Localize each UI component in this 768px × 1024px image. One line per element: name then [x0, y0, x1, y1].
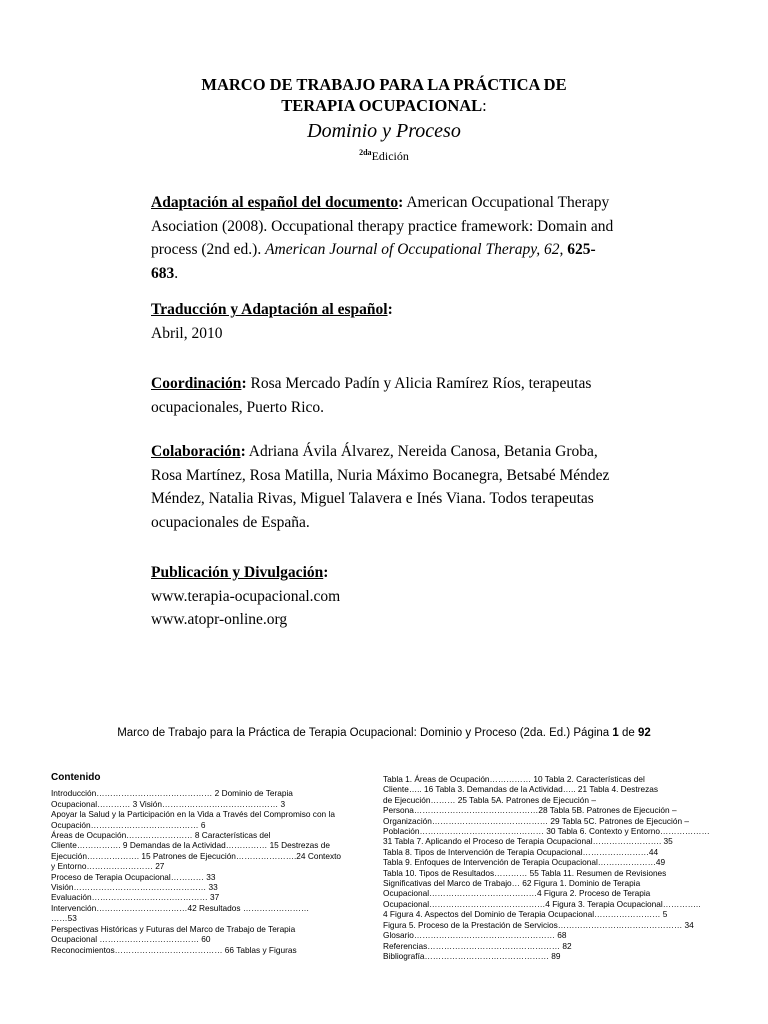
adaptation-label: Adaptación al español del documento [151, 194, 399, 211]
adaptation-text: American Occupational Therapy Asociation (2008). Occupational therapy practice framework: Domain and process (2nd ed.). [151, 194, 614, 258]
toc-entry[interactable]: Ocupacional……………………………………4 Figura 3. Terapia Ocupacional………….. [383, 898, 701, 909]
footer-page-number: 1 [612, 727, 619, 739]
toc-entry[interactable]: de Ejecución……… 25 Tabla 5A. Patrones de Ejecución – [383, 794, 596, 805]
toc-entry[interactable]: Significativas del Marco de Trabajo… 62 Figura 1. Dominio de Terapia [383, 878, 641, 889]
page-footer [0, 727, 768, 739]
collaboration-text: Adriana Ávila Álvarez, Nereida Canosa, Betania Groba, Rosa Martínez, Rosa Matilla, Nuria Máximo Bocanegra, Betsabé Méndez Méndez, Natalia Rivas, Miguel Talavera e Inés Viana. Todos terapeutas ocupacionales de España. [151, 443, 610, 531]
publication-url-1[interactable]: www.terapia-ocupacional.com [151, 587, 341, 605]
document-subtitle: Dominio y Proceso [307, 120, 461, 142]
toc-entry[interactable]: Organización…………………………………… 29 Tabla 5C. Patrones de Ejecución – [383, 815, 690, 826]
toc-entry[interactable]: Introducción…………………………………… 2 Dominio de Terapia [51, 788, 293, 799]
toc-entry[interactable]: Figura 5. Proceso de la Prestación de Servicios……………………………………… 34 [383, 919, 694, 930]
coordination-label: Coordinación [151, 375, 242, 392]
toc-entry[interactable]: Tabla 8. Tipos de Intervención de Terapia Ocupacional……………………44 [383, 846, 659, 857]
toc-entry[interactable]: Intervención……………………………42 Resultados …………………… [51, 902, 310, 913]
publication-label: Publicación y Divulgación [151, 564, 324, 581]
publication-section [151, 561, 621, 632]
toc-entry[interactable]: Proceso de Terapia Ocupacional………… 33 [51, 871, 216, 882]
collaboration-paragraph [151, 440, 621, 534]
edition-text: Edición [371, 149, 409, 163]
publication-heading [151, 561, 621, 585]
publication-url-2[interactable]: www.atopr-online.org [151, 611, 288, 628]
adaptation-paragraph [151, 191, 621, 285]
table-of-contents-right [383, 774, 716, 961]
toc-entry[interactable]: Población……………………………………… 30 Tabla 6. Contexto y Entorno……………… [383, 826, 710, 837]
toc-entry[interactable]: Tabla 10. Tipos de Resultados………… 55 Tabla 11. Resumen de Revisiones [383, 867, 667, 878]
adaptation-pages: 625-683 [151, 241, 596, 282]
translation-label: Traducción y Adaptación al español [151, 301, 388, 318]
toc-left-lines [51, 788, 383, 955]
footer-text: Marco de Trabajo para la Práctica de Terapia Ocupacional: Dominio y Proceso (2da. Ed.) Página [117, 727, 613, 739]
publication-colon: : [323, 564, 329, 581]
table-of-contents-left [51, 773, 383, 955]
edition-superscript: 2da [359, 148, 372, 157]
toc-entry[interactable]: 4 Figura 4. Aspectos del Dominio de Terapia Ocupacional…………………… 5 [383, 909, 668, 920]
toc-entry[interactable]: Cliente……………. 9 Demandas de la Actividad…………… 15 Destrezas de [51, 840, 330, 851]
toc-entry[interactable]: Reconocimientos………………………………… 66 Tablas y Figuras [51, 944, 297, 955]
coordination-paragraph [151, 372, 621, 419]
toc-entry[interactable]: Tabla 1. Áreas de Ocupación…………… 10 Tabla 2. Características del [383, 774, 645, 784]
toc-entry[interactable]: Evaluación…………………………………… 37 [51, 892, 220, 903]
toc-entry[interactable]: Ocupacional………… 3 Visión…………………………………… 3 [51, 798, 286, 809]
footer-of: de [618, 727, 638, 739]
toc-heading: Contenido [51, 772, 101, 783]
toc-entry[interactable]: Apoyar la Salud y la Participación en la Vida a Través del Compromiso con la [51, 809, 335, 820]
title-line-2 [0, 95, 768, 116]
toc-entry[interactable]: Áreas de Ocupación…………………… 8 Características del [51, 830, 271, 841]
translation-colon: : [387, 301, 393, 318]
toc-entry[interactable]: Bibliografía……………………………………… 89 [383, 950, 561, 961]
footer-page-total: 92 [638, 727, 651, 739]
title-line-1: MARCO DE TRABAJO PARA LA PRÁCTICA DE [201, 75, 567, 94]
toc-entry[interactable]: Ejecución………………. 15 Patrones de Ejecución………………….24 Contexto [51, 850, 342, 861]
toc-entry[interactable]: y Entorno…………………… 27 [51, 861, 165, 872]
adaptation-colon: : [398, 194, 404, 211]
toc-entry[interactable]: Ocupación………………………………… 6 [51, 819, 206, 830]
toc-entry[interactable]: Cliente….. 16 Tabla 3. Demandas de la Actividad….. 21 Tabla 4. Destrezas [383, 784, 659, 795]
toc-entry[interactable]: Perspectivas Históricas y Futuras del Marco de Trabajo de Terapia [51, 923, 296, 934]
edition-line [0, 148, 768, 164]
translation-date: Abril, 2010 [151, 324, 223, 342]
translation-heading [151, 298, 621, 322]
adaptation-journal: American Journal of Occupational Therapy, 62, [265, 241, 564, 258]
adaptation-end: . [174, 264, 179, 282]
toc-entry[interactable]: Ocupacional ……………………………… 60 [51, 934, 211, 945]
collaboration-label: Colaboración [151, 443, 241, 460]
toc-entry[interactable]: 31 Tabla 7. Aplicando el Proceso de Terapia Ocupacional……………………. 35 [383, 836, 673, 847]
toc-entry[interactable]: Glosario…………………………………………… 68 [383, 930, 567, 941]
coordination-colon: : [241, 375, 247, 392]
coordination-text: Rosa Mercado Padín y Alicia Ramírez Ríos, terapeutas ocupacionales, Puerto Rico. [151, 375, 592, 416]
toc-entry[interactable]: Tabla 9. Enfoques de Intervención de Terapia Ocupacional…………………49 [383, 857, 666, 868]
toc-entry[interactable]: ……53 [51, 913, 77, 924]
toc-entry[interactable]: Referencias………………………………………… 82 [383, 940, 572, 951]
collaboration-colon: : [240, 443, 246, 460]
toc-entry[interactable]: Visión………………………………………… 33 [51, 882, 218, 893]
toc-entry[interactable]: Persona………………………………………28 Tabla 5B. Patrones de Ejecución – [383, 805, 677, 816]
title-colon: : [482, 96, 487, 115]
document-title [0, 74, 768, 116]
title-line-2-text: TERAPIA OCUPACIONAL [281, 96, 483, 115]
translation-section [151, 298, 621, 345]
toc-right-lines [383, 774, 716, 961]
toc-entry[interactable]: Ocupacional…………………………………4 Figura 2. Proceso de Terapia [383, 888, 651, 899]
